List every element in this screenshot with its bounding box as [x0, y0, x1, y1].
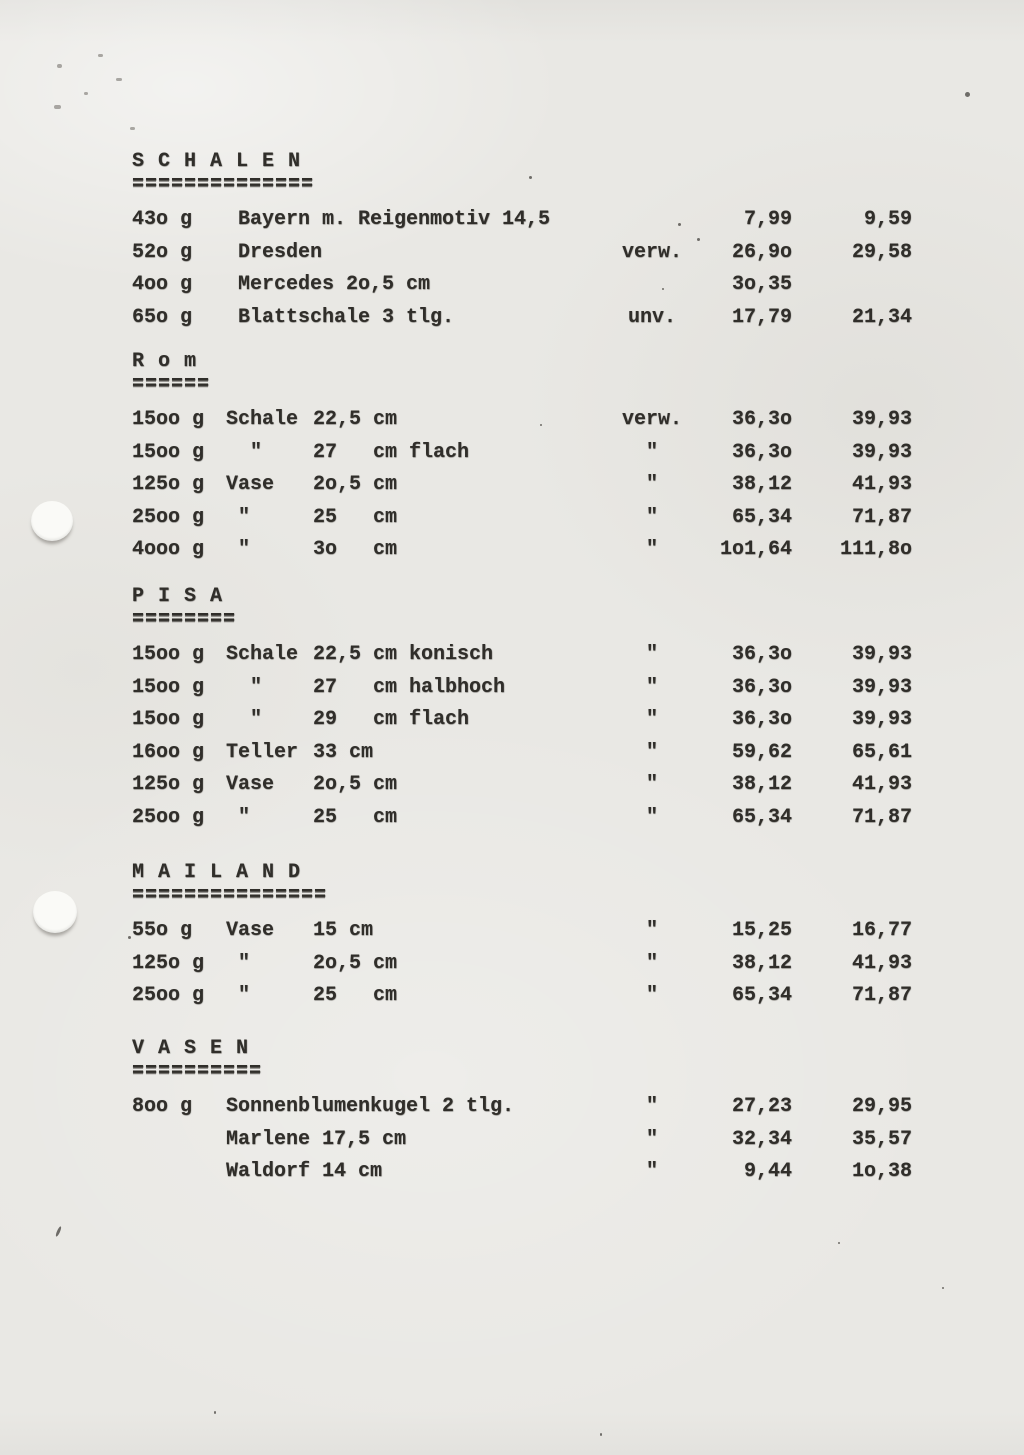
- price-cell-1: 27,23: [731, 1095, 792, 1118]
- weight-cell: 125o g: [132, 951, 205, 975]
- weight-cell: 8oo g: [132, 1095, 193, 1118]
- punch-hole-bottom: [33, 891, 77, 933]
- condition-cell: ": [645, 1127, 658, 1151]
- table-row: [132, 404, 1024, 437]
- condition-cell: ": [645, 440, 658, 464]
- section-underline: ==============: [132, 173, 315, 196]
- table-row: [132, 980, 1024, 1013]
- table-row: [132, 302, 1024, 335]
- item-cell: ": [226, 505, 251, 529]
- size-cell: 2o,5 cm: [313, 473, 398, 497]
- price-cell-1: 26,9o: [731, 240, 792, 264]
- item-cell: Waldorf 14 cm: [226, 1160, 383, 1184]
- price-cell-1: 59,62: [731, 740, 792, 764]
- price-cell-2: 111,8o: [839, 538, 912, 562]
- section-rows: [132, 1091, 1024, 1189]
- condition-cell: ": [645, 643, 658, 666]
- weight-cell: 125o g: [132, 473, 205, 497]
- price-cell-1: 15,25: [731, 919, 792, 942]
- table-row: [132, 1091, 1024, 1124]
- condition-cell: ": [645, 1095, 658, 1118]
- section-mailand: [132, 861, 1024, 1013]
- table-row: [132, 437, 1024, 470]
- price-cell-1: 65,34: [731, 505, 792, 529]
- price-cell-1: 38,12: [731, 951, 792, 975]
- table-row: [132, 534, 1024, 567]
- price-cell-1: 32,34: [731, 1127, 792, 1151]
- item-cell: ": [226, 538, 251, 562]
- condition-cell: ": [645, 740, 658, 764]
- size-cell: 25 cm: [313, 505, 398, 529]
- condition-cell: ": [645, 805, 658, 829]
- weight-cell: 4oo g: [132, 273, 193, 297]
- section-rows: [132, 404, 1024, 567]
- weight-cell: 15oo g: [132, 440, 205, 464]
- weight-cell: 25oo g: [132, 505, 205, 529]
- item-cell: ": [226, 675, 263, 699]
- price-cell-2: 39,93: [851, 408, 912, 431]
- condition-cell: ": [645, 473, 658, 497]
- item-cell: Vase: [226, 919, 275, 942]
- section-rows: [132, 639, 1024, 835]
- table-row: [132, 639, 1024, 672]
- size-cell: 27 cm halbhoch: [313, 675, 506, 699]
- price-cell-1: 38,12: [731, 773, 792, 797]
- price-cell-2: 21,34: [851, 305, 912, 329]
- paper-speck: [128, 936, 131, 939]
- weight-cell: 15oo g: [132, 708, 205, 732]
- paper-speck: [130, 127, 135, 130]
- weight-cell: 65o g: [132, 305, 193, 329]
- weight-cell: 125o g: [132, 773, 205, 797]
- price-cell-1: 36,3o: [731, 708, 792, 732]
- price-cell-1: 17,79: [731, 305, 792, 329]
- table-row: [132, 704, 1024, 737]
- price-cell-2: 39,93: [851, 675, 912, 699]
- item-cell: Vase: [226, 473, 275, 497]
- paper-speck: [116, 78, 122, 81]
- weight-cell: 15oo g: [132, 408, 205, 431]
- size-cell: 33 cm: [313, 740, 374, 764]
- table-row: [132, 948, 1024, 981]
- table-row: [132, 269, 1024, 302]
- item-cell: Marlene 17,5 cm: [226, 1127, 407, 1151]
- item-cell: ": [226, 984, 251, 1008]
- price-cell-2: 39,93: [851, 708, 912, 732]
- paper-speck: [98, 54, 103, 57]
- size-cell: 25 cm: [313, 984, 398, 1008]
- price-cell-1: 3o,35: [731, 273, 792, 297]
- condition-cell: ": [645, 538, 658, 562]
- table-row: [132, 204, 1024, 237]
- price-cell-2: 71,87: [851, 805, 912, 829]
- weight-cell: 15oo g: [132, 643, 205, 666]
- price-cell-2: 29,58: [851, 240, 912, 264]
- price-cell-2: 29,95: [851, 1095, 912, 1118]
- price-cell-1: 65,34: [731, 805, 792, 829]
- item-cell: ": [226, 805, 251, 829]
- table-row: [132, 737, 1024, 770]
- price-cell-2: 35,57: [851, 1127, 912, 1151]
- price-cell-1: 36,3o: [731, 643, 792, 666]
- weight-cell: 25oo g: [132, 984, 205, 1008]
- item-cell: ": [226, 708, 263, 732]
- weight-cell: 25oo g: [132, 805, 205, 829]
- size-cell: 2o,5 cm: [313, 951, 398, 975]
- section-vasen: [132, 1037, 1024, 1189]
- weight-cell: 15oo g: [132, 675, 205, 699]
- price-cell-1: 36,3o: [731, 408, 792, 431]
- price-cell-2: 65,61: [851, 740, 912, 764]
- price-cell-2: 39,93: [851, 643, 912, 666]
- section-pisa: [132, 585, 1024, 835]
- section-underline: ==========: [132, 1060, 263, 1083]
- condition-cell: unv.: [627, 305, 676, 329]
- table-row: [132, 469, 1024, 502]
- condition-cell: verw.: [621, 240, 682, 264]
- price-cell-2: 39,93: [851, 440, 912, 464]
- section-title: S C H A L E N: [132, 150, 302, 173]
- condition-cell: ": [645, 919, 658, 942]
- item-cell: Dresden: [226, 240, 323, 264]
- price-cell-1: 65,34: [731, 984, 792, 1008]
- section-rows: [132, 915, 1024, 1013]
- table-row: [132, 1156, 1024, 1189]
- paper-speck: [214, 1411, 216, 1414]
- size-cell: 25 cm: [313, 805, 398, 829]
- item-cell: Vase: [226, 773, 275, 797]
- price-cell-2: 41,93: [851, 473, 912, 497]
- paper-speck: [84, 92, 88, 95]
- table-row: [132, 237, 1024, 270]
- table-row: [132, 502, 1024, 535]
- price-cell-2: 1o,38: [851, 1160, 912, 1184]
- section-underline: ===============: [132, 884, 328, 907]
- section-title: P I S A: [132, 585, 224, 608]
- size-cell: 3o cm: [313, 538, 398, 562]
- condition-cell: ": [645, 675, 658, 699]
- size-cell: 22,5 cm: [313, 408, 398, 431]
- paper-speck: [965, 92, 970, 97]
- paper-speck: [57, 64, 62, 68]
- condition-cell: ": [645, 708, 658, 732]
- item-cell: Bayern m. Reigenmotiv 14,5: [226, 208, 551, 231]
- paper-speck: [942, 1287, 944, 1289]
- section-title: M A I L A N D: [132, 861, 302, 884]
- price-cell-1: 36,3o: [731, 675, 792, 699]
- paper-speck: [600, 1433, 602, 1436]
- price-cell-2: 71,87: [851, 505, 912, 529]
- size-cell: 29 cm flach: [313, 708, 470, 732]
- paper-speck: [54, 105, 61, 109]
- table-row: [132, 1124, 1024, 1157]
- condition-cell: ": [645, 505, 658, 529]
- size-cell: 22,5 cm konisch: [313, 643, 494, 666]
- item-cell: Sonnenblumenkugel 2 tlg.: [226, 1095, 515, 1118]
- paper-speck: [55, 1226, 62, 1237]
- condition-cell: ": [645, 773, 658, 797]
- section-rows: [132, 204, 1024, 334]
- item-cell: Mercedes 2o,5 cm: [226, 273, 431, 297]
- condition-cell: ": [645, 951, 658, 975]
- price-cell-2: 41,93: [851, 773, 912, 797]
- price-cell-2: 9,59: [863, 208, 912, 231]
- condition-cell: verw.: [621, 408, 682, 431]
- price-cell-1: 1o1,64: [719, 538, 792, 562]
- table-row: [132, 915, 1024, 948]
- section-title: V A S E N: [132, 1037, 250, 1060]
- price-cell-2: 41,93: [851, 951, 912, 975]
- size-cell: 2o,5 cm: [313, 773, 398, 797]
- weight-cell: 55o g: [132, 919, 193, 942]
- weight-cell: 52o g: [132, 240, 193, 264]
- section-underline: ========: [132, 608, 237, 631]
- condition-cell: ": [645, 1160, 658, 1184]
- table-row: [132, 672, 1024, 705]
- price-cell-2: 71,87: [851, 984, 912, 1008]
- section-underline: ======: [132, 373, 211, 396]
- price-cell-2: 16,77: [851, 919, 912, 942]
- item-cell: Schale: [226, 408, 299, 431]
- item-cell: Teller: [226, 740, 299, 764]
- size-cell: 27 cm flach: [313, 440, 470, 464]
- section-schalen: [132, 150, 1024, 334]
- weight-cell: 4ooo g: [132, 538, 205, 562]
- price-cell-1: 7,99: [743, 208, 792, 231]
- price-cell-1: 36,3o: [731, 440, 792, 464]
- item-cell: ": [226, 440, 263, 464]
- weight-cell: 43o g: [132, 208, 193, 231]
- item-cell: Schale: [226, 643, 299, 666]
- price-cell-1: 38,12: [731, 473, 792, 497]
- weight-cell: 16oo g: [132, 740, 205, 764]
- section-title: R o m: [132, 350, 198, 373]
- paper-speck: [838, 1242, 840, 1244]
- table-row: [132, 802, 1024, 835]
- price-cell-1: 9,44: [743, 1160, 792, 1184]
- size-cell: 15 cm: [313, 919, 374, 942]
- punch-hole-top: [31, 501, 73, 541]
- section-rom: [132, 350, 1024, 567]
- condition-cell: ": [645, 984, 658, 1008]
- table-row: [132, 769, 1024, 802]
- item-cell: Blattschale 3 tlg.: [226, 305, 455, 329]
- item-cell: ": [226, 951, 251, 975]
